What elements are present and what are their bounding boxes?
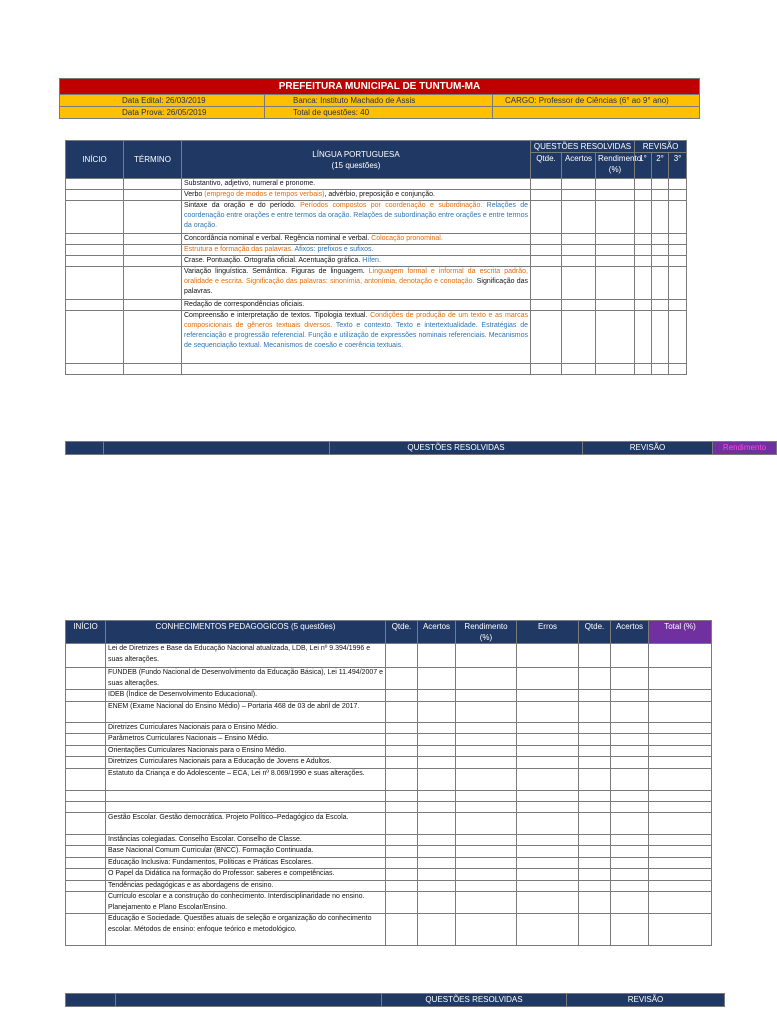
rendimento-label: Rendimento bbox=[713, 442, 777, 455]
qtde-header: Qtde. bbox=[531, 153, 562, 179]
rendimento-header: Rendimento (%) bbox=[596, 153, 635, 179]
topic-cell: Currículo escolar e a construção do conhecimento. Interdisciplinaridade no ensino. Planejamento e Plano Escolar/Ensino. bbox=[106, 892, 386, 914]
topic-row: Redação de correspondências oficiais. bbox=[182, 300, 531, 311]
edital-date: Data Edital: 26/03/2019 bbox=[60, 95, 265, 107]
table-row bbox=[66, 690, 712, 702]
topic-cell: Tendências pedagógicas e as abordagens de ensino. bbox=[106, 880, 386, 892]
topic-cell: ENEM (Exame Nacional do Ensino Médio) – Portaria 468 de 03 de abril de 2017. bbox=[106, 701, 386, 722]
total-header: Total (%) bbox=[649, 621, 712, 644]
qtde-header: Qtde. bbox=[386, 621, 418, 644]
topic-cell bbox=[106, 801, 386, 812]
cargo: CARGO: Professor de Ciências (6° ao 9° ano) bbox=[493, 95, 700, 107]
table-row bbox=[66, 857, 712, 869]
pedagogical-table bbox=[65, 620, 712, 946]
topic-cell: Parâmetros Curriculares Nacionais – Ensino Médio. bbox=[106, 734, 386, 746]
questoes-resolvidas-label: QUESTÕES RESOLVIDAS bbox=[382, 994, 567, 1007]
topic-cell: Diretrizes Curriculares Nacionais para a Educação de Jovens e Adultos. bbox=[106, 757, 386, 769]
questoes-resolvidas-label: QUESTÕES RESOLVIDAS bbox=[330, 442, 583, 455]
topic-cell: FUNDEB (Fundo Nacional de Desenvolvimento da Educação Básica), Lei 11.494/2007 e suas alterações. bbox=[106, 668, 386, 690]
topic-row: Sintaxe da oração e do período. Períodos compostos por coordenação e subordinação. Relações de coordenação entre orações e entre termos da oração. Relações de subordinação entre orações e entre termos da oração. bbox=[182, 201, 531, 234]
topic-cell: Orientações Curriculares Nacionais para o Ensino Médio. bbox=[106, 745, 386, 757]
qtde-2-header: Qtde. bbox=[579, 621, 611, 644]
revisao-3-header: 3° bbox=[669, 153, 687, 179]
topic-row: Estrutura e formação das palavras. Afixos: prefixos e sufixos. bbox=[182, 245, 531, 256]
table-row bbox=[66, 668, 712, 690]
subject-header: CONHECIMENTOS PEDAGOGICOS (5 questões) bbox=[106, 621, 386, 644]
table-row bbox=[66, 745, 712, 757]
header-title: PREFEITURA MUNICIPAL DE TUNTUM-MA bbox=[60, 79, 700, 95]
acertos-header: Acertos bbox=[562, 153, 596, 179]
table-row bbox=[66, 892, 712, 914]
total-questions: Total de questões: 40 bbox=[265, 107, 493, 119]
topic-row: Concordância nominal e verbal. Regência nominal e verbal. Colocação pronominal. bbox=[182, 234, 531, 245]
table-row bbox=[66, 790, 712, 801]
subject-header: LÍNGUA PORTUGUESA (15 questões) bbox=[182, 141, 531, 179]
revisao-label: REVISÃO bbox=[583, 442, 713, 455]
revisao-1-header: 1° bbox=[635, 153, 652, 179]
inicio-header: INÍCIO bbox=[66, 621, 106, 644]
topic-cell: Diretrizes Curriculares Nacionais para o Ensino Médio. bbox=[106, 722, 386, 734]
topic-row: Crase. Pontuação. Ortografia oficial. Acentuação gráfica. Hífen. bbox=[182, 256, 531, 267]
table-row bbox=[66, 757, 712, 769]
topic-cell: Gestão Escolar. Gestão democrática. Projeto Político–Pedagógico da Escola. bbox=[106, 812, 386, 834]
topic-cell: Estatuto da Criança e do Adolescente – ECA, Lei nº 8.069/1990 e suas alterações. bbox=[106, 768, 386, 790]
acertos-2-header: Acertos bbox=[611, 621, 649, 644]
termino-header: TÉRMINO bbox=[124, 141, 182, 179]
topic-cell: Base Nacional Comum Curricular (BNCC). Formação Continuada. bbox=[106, 846, 386, 858]
table-row bbox=[66, 880, 712, 892]
table-row bbox=[66, 734, 712, 746]
revisao-2-header: 2° bbox=[652, 153, 669, 179]
topic-cell: Educação e Sociedade. Questões atuais de seleção e organização do conhecimento escolar. Métodos de ensino: enfoque teórico e metodológico. bbox=[106, 914, 386, 946]
erros-header: Erros bbox=[517, 621, 579, 644]
acertos-header: Acertos bbox=[418, 621, 456, 644]
topic-cell: Instâncias colegiadas. Conselho Escolar. Conselho de Classe. bbox=[106, 834, 386, 846]
topic-cell: O Papel da Didática na formação do Professor: saberes e competências. bbox=[106, 869, 386, 881]
table-row bbox=[66, 722, 712, 734]
topic-row: Variação linguística. Semântica. Figuras de linguagem. Linguagem formal e informal da escrita padrão, oralidade e escrita. Significação das palavras: sinonímia, antonímia, denotação e conotação. Significação das palavras. bbox=[182, 267, 531, 300]
topic-row: Compreensão e interpretação de textos. Tipologia textual. Condições de produção de um texto e as marcas composicionais de gêneros textuais diversos. Texto e contexto. Texto e intertextualidade. Estratégias de referenciação e progressão referencial. Função e utilização de expressões nominais referenciais. Mecanismos de sequenciação textual. Mecanismos de coesão e coerência textuais. bbox=[182, 311, 531, 364]
portuguese-table bbox=[65, 140, 719, 375]
topic-cell: Educação Inclusiva: Fundamentos, Políticas e Práticas Escolares. bbox=[106, 857, 386, 869]
table-row bbox=[66, 812, 712, 834]
questoes-resolvidas-header: QUESTÕES RESOLVIDAS bbox=[531, 141, 635, 153]
rendimento-header: Rendimento (%) bbox=[456, 621, 517, 644]
revisao-label: REVISÃO bbox=[567, 994, 725, 1007]
table-row bbox=[66, 846, 712, 858]
table-row bbox=[66, 701, 712, 722]
prova-date: Data Prova: 26/05/2019 bbox=[60, 107, 265, 119]
banca: Banca: Instituto Machado de Assis bbox=[265, 95, 493, 107]
topic-row: Substantivo, adjetivo, numeral e pronome. bbox=[182, 179, 531, 190]
table-row bbox=[66, 801, 712, 812]
topic-row: Verbo (emprego de modos e tempos verbais), advérbio, preposição e conjunção. bbox=[182, 190, 531, 201]
table-row bbox=[66, 768, 712, 790]
table-row bbox=[66, 914, 712, 946]
table-row bbox=[66, 644, 712, 668]
inicio-header: INÍCIO bbox=[66, 141, 124, 179]
summary-bar-1 bbox=[65, 441, 777, 455]
header-table bbox=[59, 78, 700, 119]
table-row bbox=[66, 869, 712, 881]
topic-cell bbox=[106, 790, 386, 801]
topic-cell: IDEB (Índice de Desenvolvimento Educacional). bbox=[106, 690, 386, 702]
topic-cell: Lei de Diretrizes e Base da Educação Nacional atualizada, LDB, Lei nº 9.394/1996 e suas alterações. bbox=[106, 644, 386, 668]
summary-bar-2 bbox=[65, 993, 725, 1007]
table-row bbox=[66, 834, 712, 846]
revisao-header: REVISÃO bbox=[635, 141, 687, 153]
